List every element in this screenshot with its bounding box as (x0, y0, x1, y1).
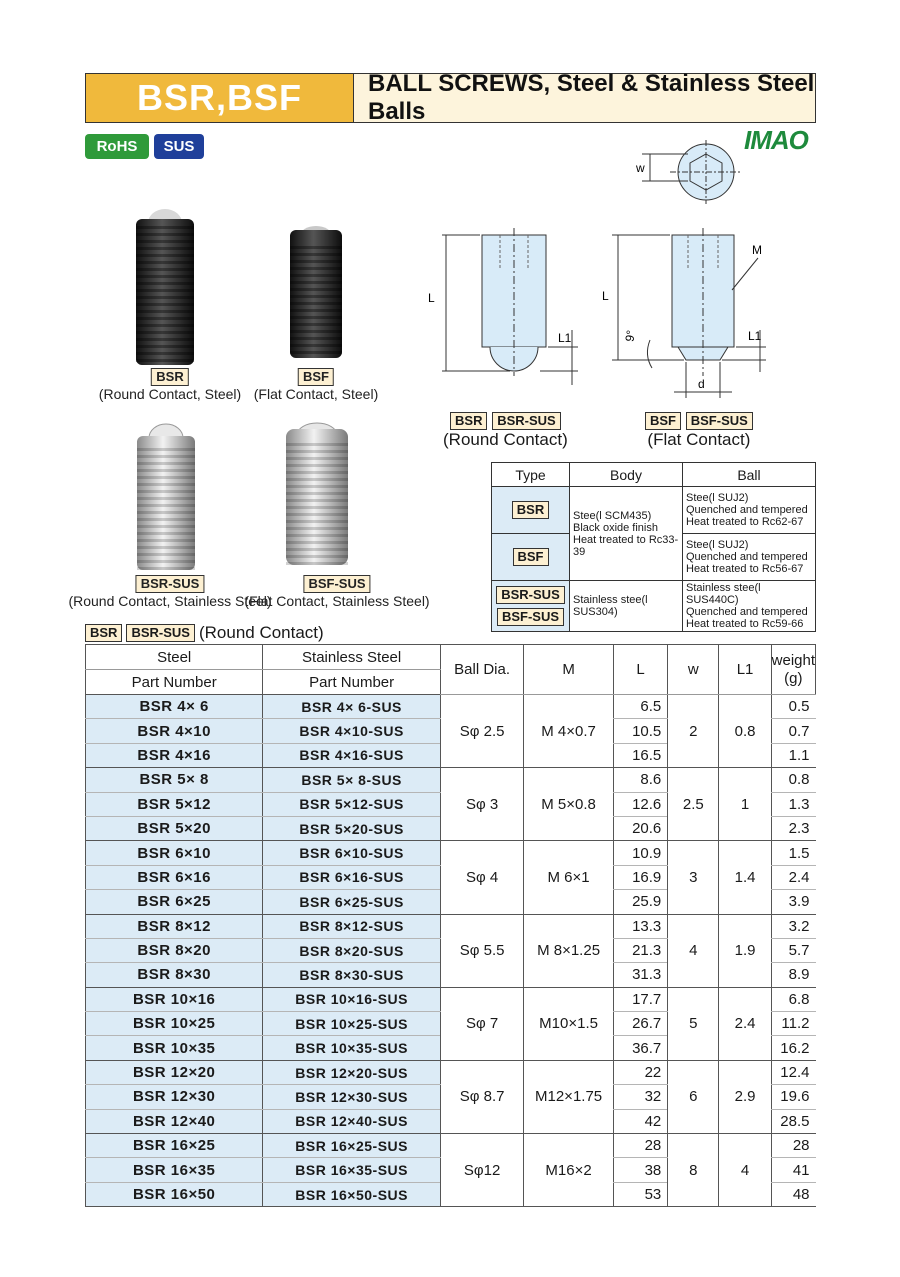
spec-header-ball: Ball (683, 463, 816, 487)
part-number-steel: BSR 8×30 (86, 963, 263, 987)
photo-caption-bsr: BSR (Round Contact, Steel) (98, 369, 242, 402)
length-l1-cell: 2.9 (719, 1060, 771, 1133)
technical-drawing (420, 140, 820, 410)
weight-cell: 19.6 (771, 1085, 815, 1109)
weight-cell: 3.9 (771, 890, 815, 914)
length-l-cell: 36.7 (613, 1036, 667, 1060)
drawing-caption-flat: BSF BSF-SUS (Flat Contact) (645, 410, 753, 450)
length-l-cell: 13.3 (613, 914, 667, 938)
part-number-stainless: BSR 4× 6-SUS (263, 695, 441, 719)
thread-m-cell: M 5×0.8 (524, 768, 614, 841)
header-weight: weight (g) (771, 645, 815, 695)
product-code: BSR,BSF (86, 74, 354, 122)
weight-cell: 1.1 (771, 743, 815, 767)
table-row (86, 914, 816, 938)
spec-header-body: Body (570, 463, 683, 487)
length-l-cell: 16.5 (613, 743, 667, 767)
part-number-stainless: BSR 16×35-SUS (263, 1158, 441, 1182)
part-number-steel: BSR 6×16 (86, 865, 263, 889)
part-number-stainless: BSR 12×40-SUS (263, 1109, 441, 1133)
weight-cell: 11.2 (771, 1012, 815, 1036)
dimensions-table (85, 644, 816, 1207)
product-title: BALL SCREWS, Steel & Stainless Steel Balls (354, 74, 815, 122)
header-l: L (613, 645, 667, 695)
part-number-steel: BSR 5×12 (86, 792, 263, 816)
part-number-stainless: BSR 6×10-SUS (263, 841, 441, 865)
part-number-stainless: BSR 8×30-SUS (263, 963, 441, 987)
table-row (86, 987, 816, 1011)
part-number-stainless: BSR 5×20-SUS (263, 816, 441, 840)
part-number-steel: BSR 10×16 (86, 987, 263, 1011)
header-part-number-steel: Part Number (86, 670, 263, 695)
bsr-steel-screw-image (132, 205, 198, 365)
weight-cell: 0.5 (771, 695, 815, 719)
spec-body-steel: Stee(l SCM435) Black oxide finish Heat treated to Rc33-39 (570, 487, 683, 581)
table-row (86, 1134, 816, 1158)
dim-angle-label: 9° (622, 329, 639, 343)
part-number-steel: BSR 12×20 (86, 1060, 263, 1084)
weight-cell: 0.7 (771, 719, 815, 743)
weight-cell: 0.8 (771, 768, 815, 792)
length-l1-cell: 1 (719, 768, 771, 841)
spec-ball-bsr: Stee(l SUJ2) Quenched and tempered Heat treated to Rc62-67 (683, 487, 816, 534)
table-row (86, 1060, 816, 1084)
bsf-sus-screw-image (282, 415, 352, 565)
part-number-steel: BSR 5× 8 (86, 768, 263, 792)
weight-cell: 6.8 (771, 987, 815, 1011)
spec-type-bsf-sus: BSF-SUS (497, 608, 564, 626)
table-legend: BSR BSR-SUS (Round Contact) (85, 623, 324, 643)
drawing-caption-round: BSR BSR-SUS (Round Contact) (443, 413, 568, 449)
photo-caption-bsf: BSF (Flat Contact, Steel) (253, 369, 379, 402)
length-l-cell: 10.9 (613, 841, 667, 865)
header-m: M (524, 645, 614, 695)
part-number-steel: BSR 8×20 (86, 938, 263, 962)
length-l-cell: 17.7 (613, 987, 667, 1011)
dim-l-label-flat: L (602, 289, 609, 303)
length-l-cell: 12.6 (613, 792, 667, 816)
spec-ball-bsf: Stee(l SUJ2) Quenched and tempered Heat treated to Rc56-67 (683, 534, 816, 581)
part-number-stainless: BSR 10×16-SUS (263, 987, 441, 1011)
weight-cell: 2.3 (771, 816, 815, 840)
weight-cell: 28.5 (771, 1109, 815, 1133)
length-l-cell: 6.5 (613, 695, 667, 719)
dim-l-label-round: L (428, 291, 435, 305)
length-l-cell: 26.7 (613, 1012, 667, 1036)
width-w-cell: 2.5 (668, 768, 719, 841)
ball-diameter-cell: Sφ 7 (440, 987, 523, 1060)
dim-d-label: d (698, 377, 705, 391)
page-header (85, 70, 816, 125)
spec-type-bsr-sus: BSR-SUS (496, 586, 565, 604)
thread-m-cell: M16×2 (524, 1134, 614, 1207)
sus-badge: SUS (154, 134, 204, 159)
length-l-cell: 38 (613, 1158, 667, 1182)
length-l1-cell: 4 (719, 1134, 771, 1207)
thread-m-cell: M10×1.5 (524, 987, 614, 1060)
header-ball-dia: Ball Dia. (440, 645, 523, 695)
bsf-steel-screw-image (287, 218, 345, 358)
part-number-steel: BSR 10×35 (86, 1036, 263, 1060)
length-l-cell: 16.9 (613, 865, 667, 889)
part-number-stainless: BSR 10×35-SUS (263, 1036, 441, 1060)
width-w-cell: 2 (668, 695, 719, 768)
part-number-steel: BSR 16×50 (86, 1182, 263, 1206)
ball-diameter-cell: Sφ 3 (440, 768, 523, 841)
weight-cell: 2.4 (771, 865, 815, 889)
part-number-stainless: BSR 5×12-SUS (263, 792, 441, 816)
photo-caption-bsr-sus: BSR-SUS (Round Contact, Stainless Steel) (68, 576, 272, 609)
part-number-steel: BSR 5×20 (86, 816, 263, 840)
length-l1-cell: 1.4 (719, 841, 771, 914)
length-l1-cell: 2.4 (719, 987, 771, 1060)
part-number-stainless: BSR 4×10-SUS (263, 719, 441, 743)
part-number-stainless: BSR 8×20-SUS (263, 938, 441, 962)
weight-cell: 12.4 (771, 1060, 815, 1084)
header-stainless: Stainless Steel (263, 645, 441, 670)
length-l1-cell: 1.9 (719, 914, 771, 987)
spec-type-bsf: BSF (513, 548, 549, 566)
part-number-steel: BSR 16×35 (86, 1158, 263, 1182)
part-number-steel: BSR 16×25 (86, 1134, 263, 1158)
spec-header-type: Type (492, 463, 570, 487)
part-number-steel: BSR 10×25 (86, 1012, 263, 1036)
length-l-cell: 8.6 (613, 768, 667, 792)
table-row (86, 695, 816, 719)
part-number-stainless: BSR 12×30-SUS (263, 1085, 441, 1109)
part-number-stainless: BSR 4×16-SUS (263, 743, 441, 767)
length-l-cell: 42 (613, 1109, 667, 1133)
ball-diameter-cell: Sφ 8.7 (440, 1060, 523, 1133)
header-steel: Steel (86, 645, 263, 670)
weight-cell: 1.5 (771, 841, 815, 865)
weight-cell: 41 (771, 1158, 815, 1182)
part-number-stainless: BSR 16×25-SUS (263, 1134, 441, 1158)
spec-type-bsr: BSR (512, 501, 549, 519)
width-w-cell: 8 (668, 1134, 719, 1207)
part-number-stainless: BSR 5× 8-SUS (263, 768, 441, 792)
length-l-cell: 20.6 (613, 816, 667, 840)
length-l-cell: 22 (613, 1060, 667, 1084)
part-number-stainless: BSR 16×50-SUS (263, 1182, 441, 1206)
weight-cell: 1.3 (771, 792, 815, 816)
length-l-cell: 31.3 (613, 963, 667, 987)
part-number-steel: BSR 4× 6 (86, 695, 263, 719)
bsr-sus-screw-image (133, 420, 199, 570)
weight-cell: 3.2 (771, 914, 815, 938)
length-l-cell: 21.3 (613, 938, 667, 962)
part-number-stainless: BSR 6×25-SUS (263, 890, 441, 914)
length-l-cell: 25.9 (613, 890, 667, 914)
length-l-cell: 53 (613, 1182, 667, 1206)
dim-l1-label-flat: L1 (748, 329, 762, 343)
photo-caption-bsf-sus: BSF-SUS (Flat Contact, Stainless Steel) (244, 576, 430, 609)
ball-diameter-cell: Sφ 4 (440, 841, 523, 914)
part-number-stainless: BSR 6×16-SUS (263, 865, 441, 889)
spec-body-stainless: Stainless stee(l SUS304) (570, 581, 683, 632)
weight-cell: 28 (771, 1134, 815, 1158)
part-number-stainless: BSR 12×20-SUS (263, 1060, 441, 1084)
weight-cell: 8.9 (771, 963, 815, 987)
width-w-cell: 4 (668, 914, 719, 987)
part-number-steel: BSR 6×10 (86, 841, 263, 865)
length-l1-cell: 0.8 (719, 695, 771, 768)
thread-m-cell: M 6×1 (524, 841, 614, 914)
part-number-steel: BSR 8×12 (86, 914, 263, 938)
table-row (86, 768, 816, 792)
dim-m-label: M (752, 243, 762, 257)
ball-diameter-cell: Sφ 5.5 (440, 914, 523, 987)
spec-ball-sus: Stainless stee(l SUS440C) Quenched and tempered Heat treated to Rc59-66 (683, 581, 816, 632)
material-spec-table (491, 462, 816, 632)
width-w-cell: 3 (668, 841, 719, 914)
thread-m-cell: M 4×0.7 (524, 695, 614, 768)
width-w-cell: 5 (668, 987, 719, 1060)
brand-logo: IMAO (744, 125, 808, 155)
table-row (86, 841, 816, 865)
part-number-steel: BSR 12×40 (86, 1109, 263, 1133)
dim-l1-label-round: L1 (558, 331, 572, 345)
length-l-cell: 10.5 (613, 719, 667, 743)
part-number-steel: BSR 6×25 (86, 890, 263, 914)
dim-w-label: w (636, 161, 645, 175)
part-number-stainless: BSR 8×12-SUS (263, 914, 441, 938)
weight-cell: 16.2 (771, 1036, 815, 1060)
header-w: w (668, 645, 719, 695)
header-l1: L1 (719, 645, 771, 695)
weight-cell: 5.7 (771, 938, 815, 962)
part-number-steel: BSR 4×10 (86, 719, 263, 743)
length-l-cell: 32 (613, 1085, 667, 1109)
part-number-stainless: BSR 10×25-SUS (263, 1012, 441, 1036)
thread-m-cell: M 8×1.25 (524, 914, 614, 987)
header-part-number-stainless: Part Number (263, 670, 441, 695)
ball-diameter-cell: Sφ12 (440, 1134, 523, 1207)
part-number-steel: BSR 4×16 (86, 743, 263, 767)
width-w-cell: 6 (668, 1060, 719, 1133)
ball-diameter-cell: Sφ 2.5 (440, 695, 523, 768)
weight-cell: 48 (771, 1182, 815, 1206)
rohs-badge: RoHS (85, 134, 149, 159)
thread-m-cell: M12×1.75 (524, 1060, 614, 1133)
length-l-cell: 28 (613, 1134, 667, 1158)
part-number-steel: BSR 12×30 (86, 1085, 263, 1109)
